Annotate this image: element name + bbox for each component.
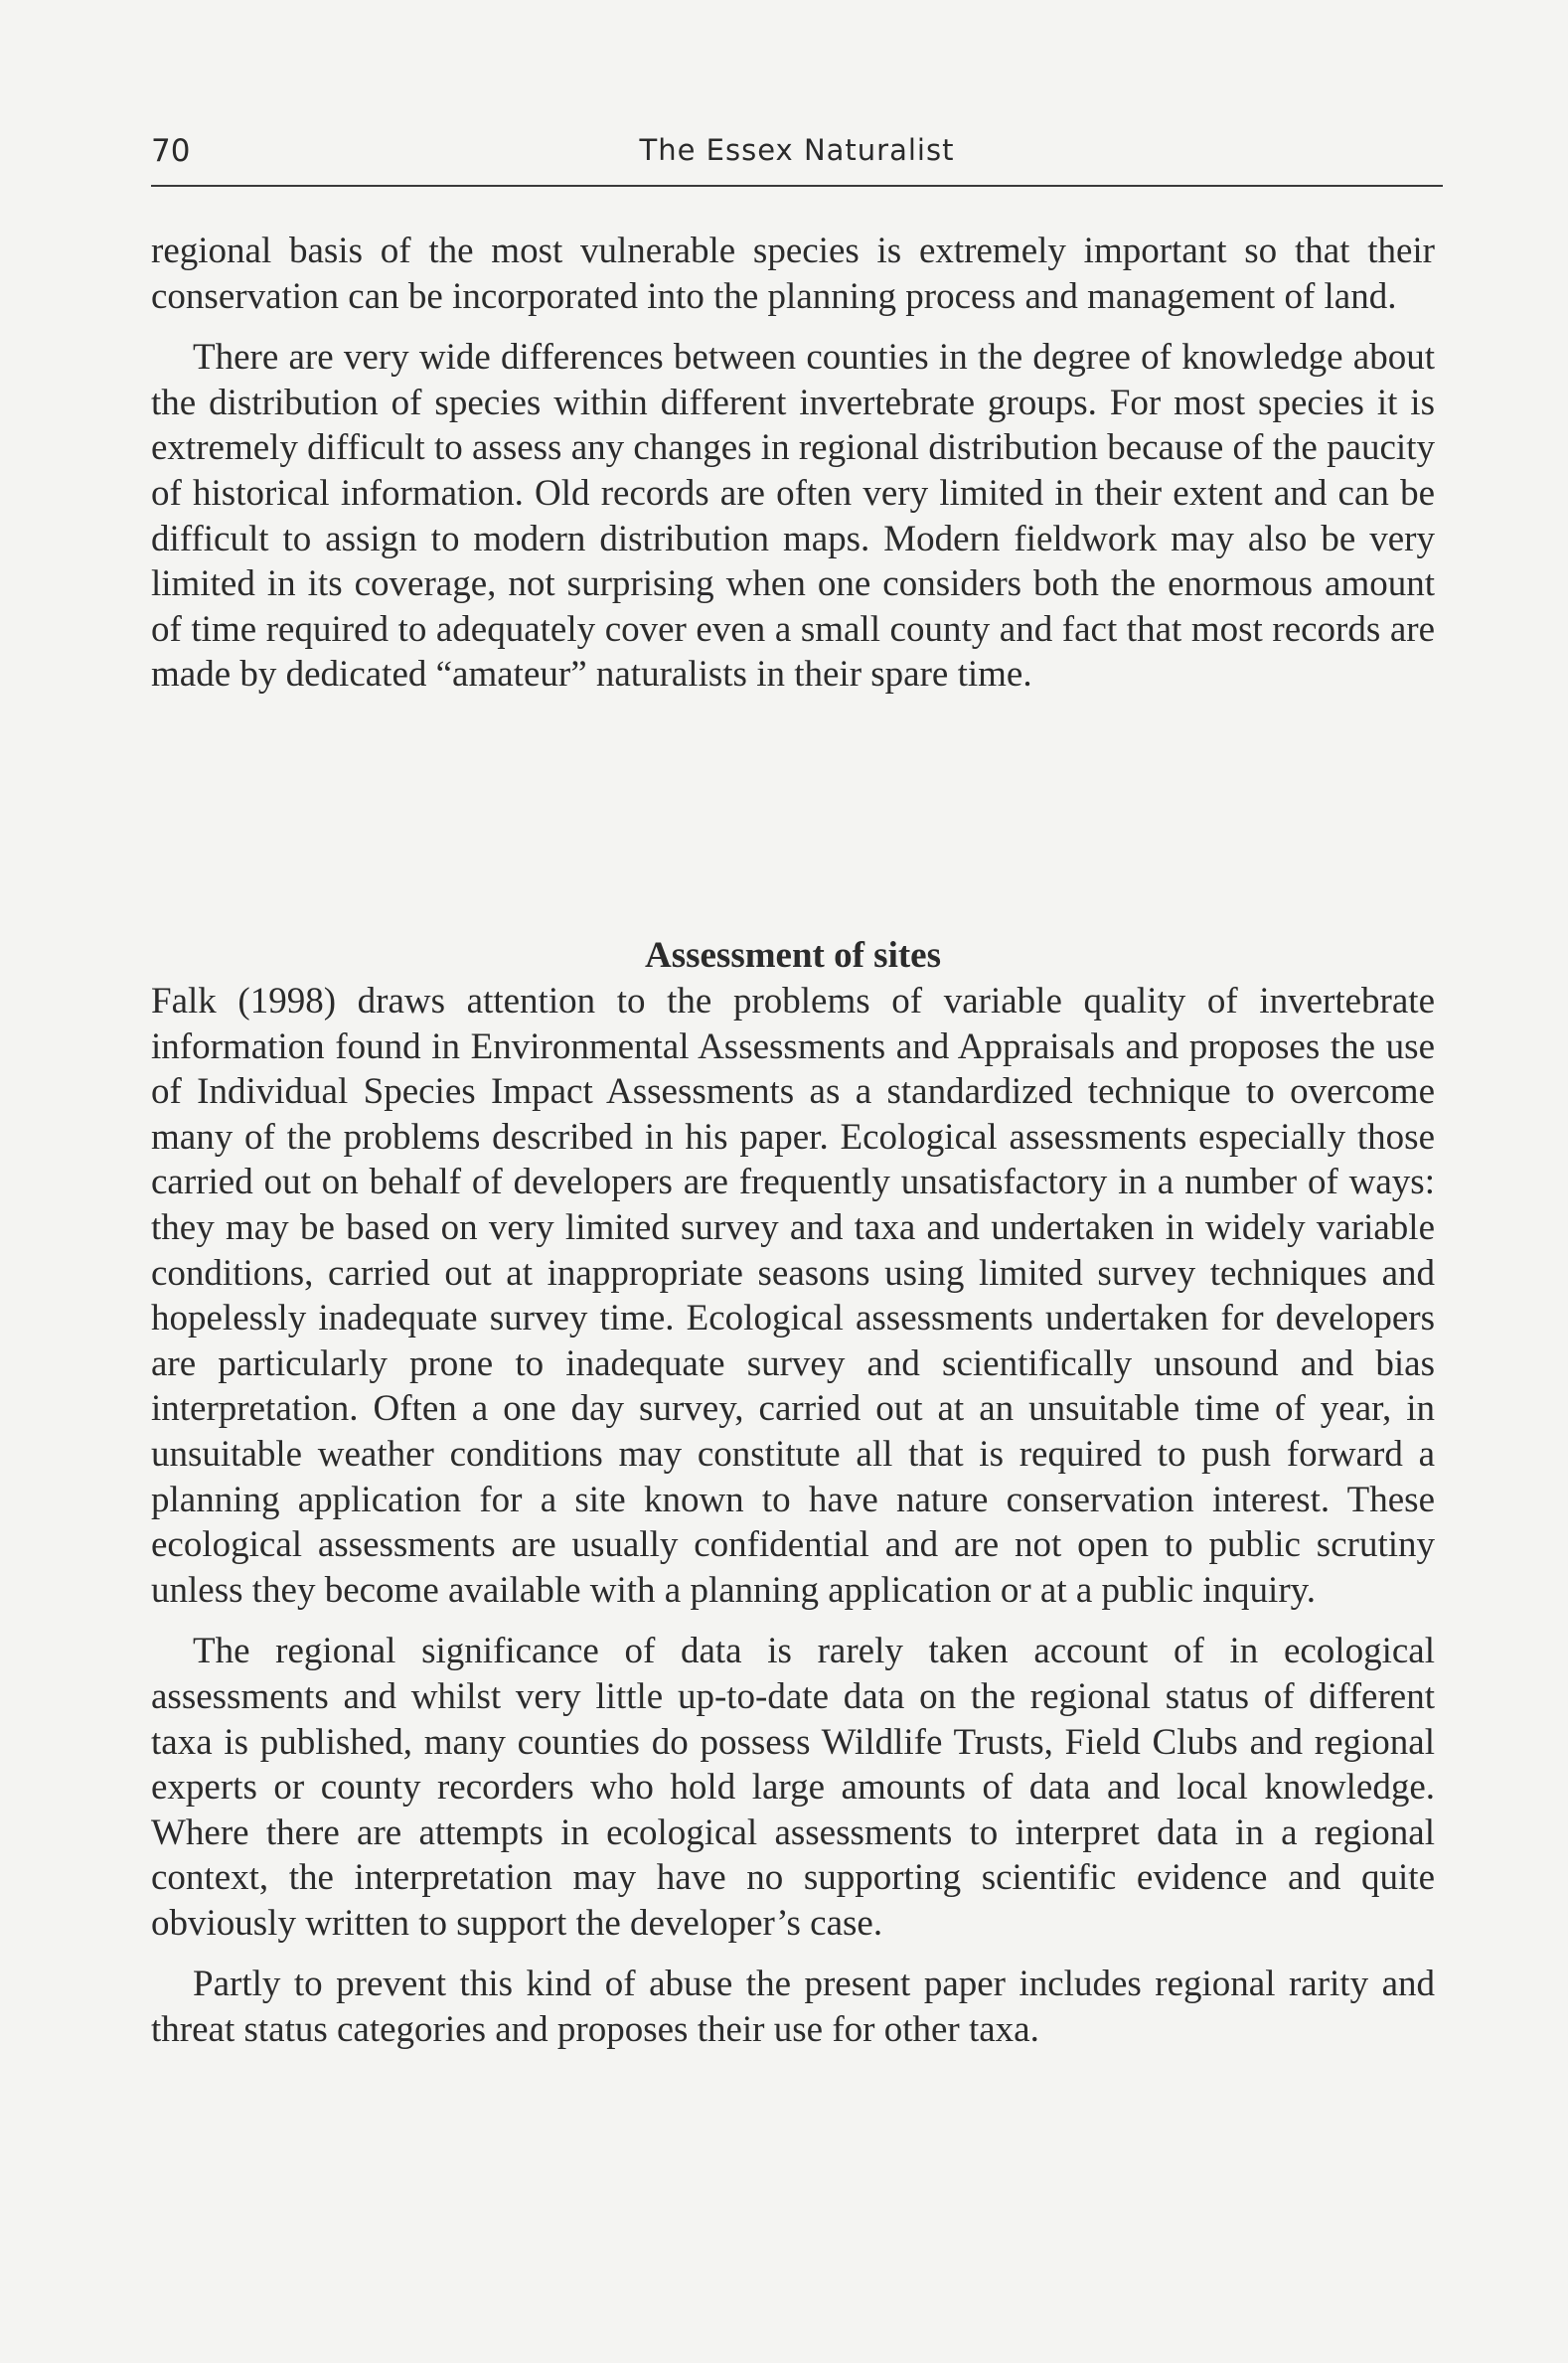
page-header [151, 127, 1443, 187]
intro-text-block [151, 229, 1435, 713]
running-head: The Essex Naturalist [639, 133, 955, 167]
paragraph: regional basis of the most vulnerable species is extremely important so that their conservation can be incorporated into the planning process and management of land. [151, 231, 1435, 317]
paragraph: Partly to prevent this kind of abuse the present paper includes regional rarity and threat status categories and proposes their use for other taxa. [151, 1964, 1435, 2051]
page-number: 70 [151, 133, 191, 169]
paragraph: Falk (1998) draws attention to the problems of variable quality of invertebrate information found in Environmental Assessments and Appraisals and proposes the use of Individual Species Impact Assessments as a standardized technique to overcome many of the problems described in his paper. Ecological assessments especially those carried out on behalf of developers are frequently unsatisfactory in a number of ways: they may be based on very limited survey and taxa and undertaken in widely variable conditions, carried out at inappropriate seasons using limited survey techniques and hopelessly inadequate survey time. Ecological assessments undertaken for developers are particularly prone to inadequate survey and scientifically unsound and bias interpretation. Often a one day survey, carried out at an unsuitable time of year, in unsuitable weather conditions may constitute all that is required to push forward a planning application for a site known to have nature conservation interest. These ecological assessments are usually confidential and are not open to public scrutiny unless they become available with a planning application or at a public inquiry. [151, 981, 1435, 1611]
paragraph: There are very wide differences between counties in the degree of knowledge about the distribution of species within different invertebrate groups. For most species it is extremely difficult to assess any changes in regional distribution because of the paucity of historical information. Old records are often very limited in their extent and can be difficult to assign to modern distribution maps. Modern fieldwork may also be very limited in its coverage, not surprising when one considers both the enormous amount of time required to adequately cover even a small county and fact that most records are made by dedicated “amateur” naturalists in their spare time. [151, 337, 1435, 696]
section-text-block [151, 979, 1435, 2069]
paragraph: The regional significance of data is rarely taken account of in ecological assessments and whilst very little up-to-date data on the regional status of different taxa is published, many counties do possess Wildlife Trusts, Field Clubs and regional experts or county recorders who hold large amounts of data and local knowledge. Where there are attempts in ecological assessments to interpret data in a regional context, the interpretation may have no supporting scientific evidence and quite obviously written to support the developer’s case. [151, 1631, 1435, 1944]
section-heading: Assessment of sites [644, 935, 942, 976]
